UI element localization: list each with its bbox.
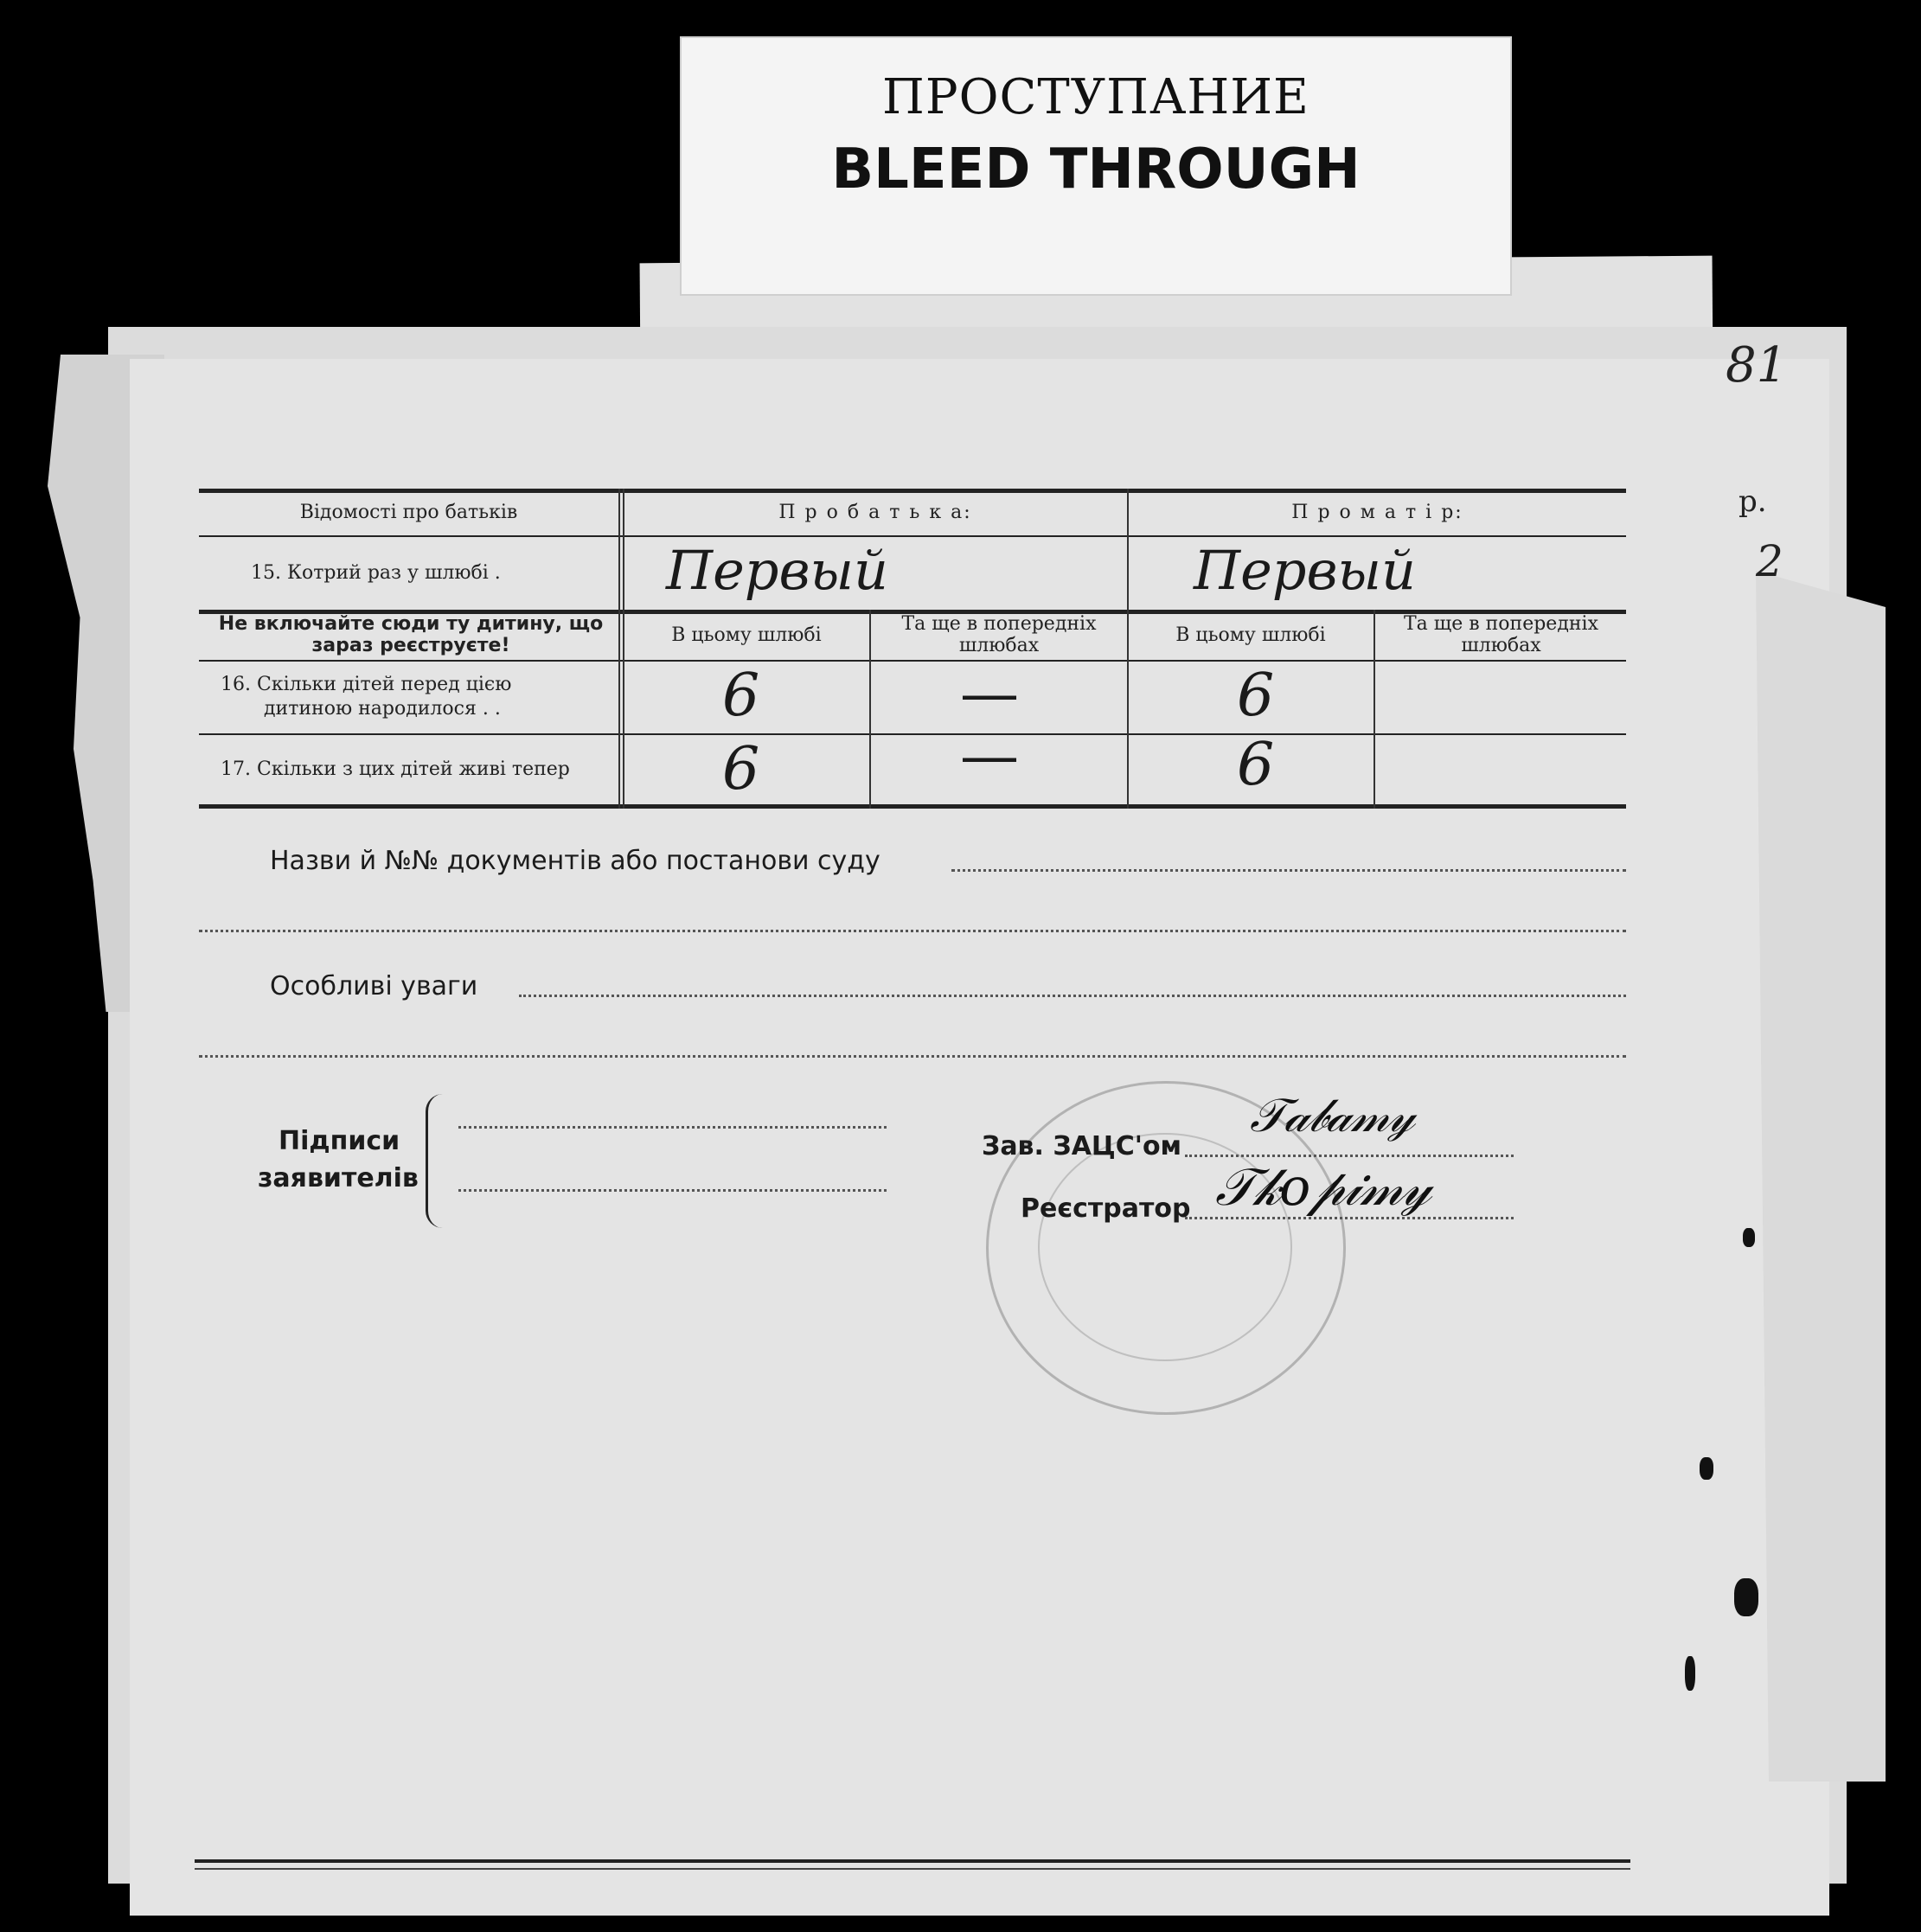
table-rule bbox=[199, 535, 1626, 537]
corner-mark-2: 2 bbox=[1756, 536, 1783, 586]
table-rule bbox=[199, 733, 1626, 735]
table-divider bbox=[623, 489, 624, 809]
label-russian-text: ПРОСТУПАНИЕ bbox=[882, 69, 1309, 125]
row15-label: 15. Котрий раз у шлюбі . bbox=[251, 562, 501, 584]
corner-mark-r: р. bbox=[1739, 484, 1767, 519]
table-divider bbox=[869, 610, 871, 809]
row15-father-value: Первый bbox=[666, 539, 888, 602]
exclude-child-note: Не включайте сюди ту дитину, що зараз реєструєте! bbox=[218, 613, 604, 656]
bottom-rule-thin bbox=[195, 1868, 1630, 1870]
row17-father-prev: — bbox=[960, 722, 1019, 790]
table-divider bbox=[1374, 610, 1375, 809]
row16-father-prev: — bbox=[960, 660, 1019, 728]
table-bottom-rule bbox=[199, 804, 1626, 809]
mother-in-marriage-header: В цьому шлюбі bbox=[1175, 624, 1326, 646]
table-rule bbox=[199, 660, 1626, 662]
notes-dotted-line-2 bbox=[199, 1055, 1626, 1058]
applicant-signature-line-2 bbox=[458, 1189, 887, 1192]
notes-dotted-line bbox=[519, 995, 1626, 997]
row16-label-line2: дитиною народилося . . bbox=[264, 698, 501, 720]
signatures-label-line1: Підписи bbox=[279, 1126, 400, 1156]
row15-mother-value: Первый bbox=[1194, 539, 1416, 602]
paper-damage-mark bbox=[1743, 1228, 1755, 1247]
bleed-through-label-card bbox=[680, 36, 1512, 296]
applicant-signature-line-1 bbox=[458, 1126, 887, 1129]
paper-damage-mark bbox=[1685, 1656, 1695, 1691]
signatures-brace bbox=[426, 1094, 445, 1228]
label-english-text: BLEED THROUGH bbox=[831, 138, 1361, 202]
page-number-mark: 81 bbox=[1726, 337, 1788, 393]
documents-dotted-line bbox=[951, 869, 1626, 872]
registrar-label: Реєстратор bbox=[1021, 1193, 1191, 1224]
registrar-signature: 𝒯𝓀𝑜𝓅𝒾𝓂𝓎 bbox=[1215, 1157, 1431, 1218]
header-about-mother: П р о м а т і р: bbox=[1291, 502, 1463, 523]
row17-label: 17. Скільки з цих дітей живі тепер bbox=[221, 758, 570, 780]
paper-damage-mark bbox=[1700, 1457, 1713, 1480]
table-top-rule bbox=[199, 489, 1626, 493]
head-signature: 𝒯𝒶𝒷𝒶𝓂𝓎 bbox=[1250, 1088, 1414, 1142]
row16-father-this: 6 bbox=[722, 662, 760, 730]
paper-damage-mark bbox=[1734, 1578, 1758, 1616]
bottom-rule bbox=[195, 1859, 1630, 1863]
right-paper-flap bbox=[1756, 571, 1886, 1782]
table-divider bbox=[1127, 489, 1129, 809]
documents-label: Назви й №№ документів або постанови суду bbox=[270, 846, 880, 876]
mother-previous-header: Та ще в попередніх шлюбах bbox=[1404, 613, 1598, 656]
notes-label: Особливі уваги bbox=[270, 971, 478, 1001]
parents-info-table bbox=[199, 489, 1626, 809]
table-divider bbox=[618, 489, 620, 809]
row17-mother-this: 6 bbox=[1237, 731, 1275, 799]
signatures-label-line2: заявителів bbox=[258, 1163, 419, 1193]
documents-dotted-line-2 bbox=[199, 930, 1626, 932]
father-previous-header: Та ще в попередніх шлюбах bbox=[901, 613, 1097, 656]
head-zags-label: Зав. ЗАЦС'ом bbox=[982, 1131, 1182, 1161]
row16-label-line1: 16. Скільки дітей перед цією bbox=[221, 674, 512, 695]
row16-mother-this: 6 bbox=[1237, 662, 1275, 730]
row17-father-this: 6 bbox=[722, 735, 760, 803]
header-about-father: П р о б а т ь к а: bbox=[778, 502, 972, 523]
header-parents-info: Відомості про батьків bbox=[299, 502, 518, 523]
father-in-marriage-header: В цьому шлюбі bbox=[671, 624, 822, 646]
